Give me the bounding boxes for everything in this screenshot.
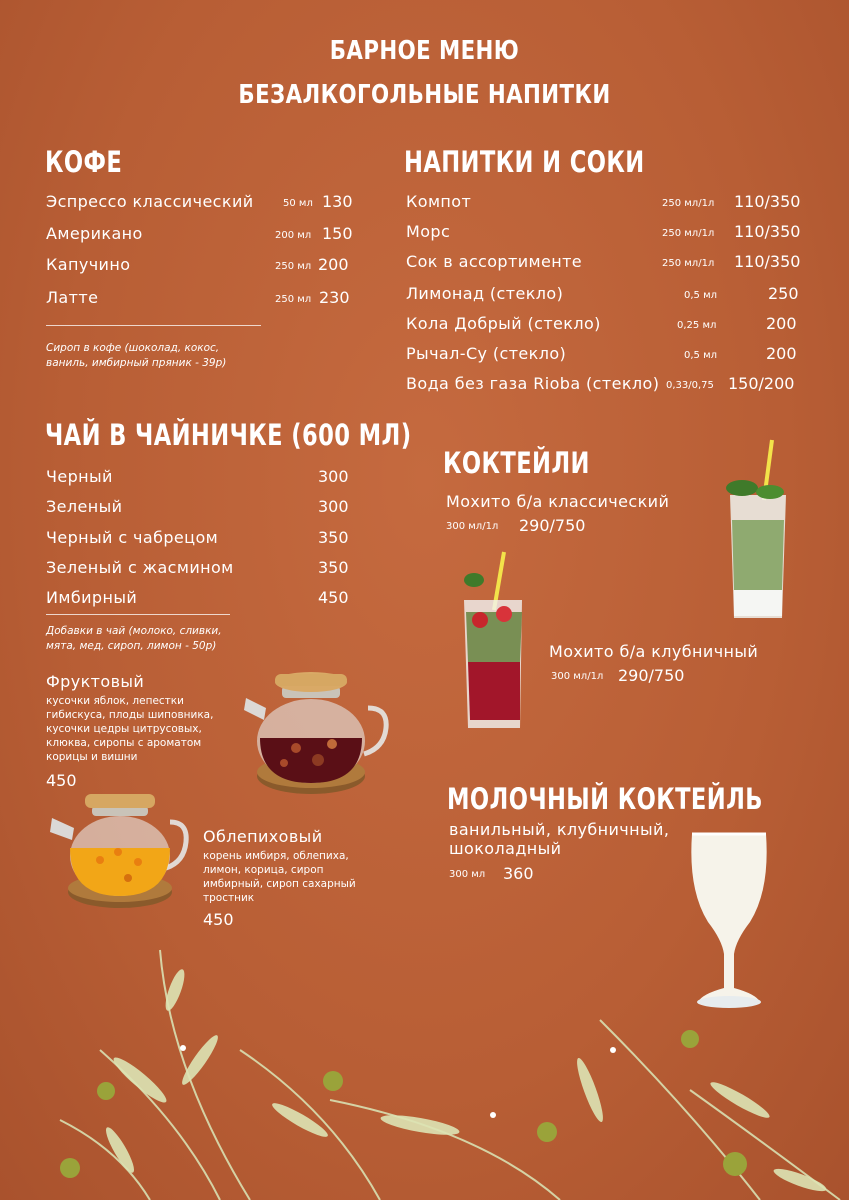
tea-item-price: 300	[318, 497, 349, 516]
tea-item-price: 300	[318, 467, 349, 486]
drinks-item-name: Компот	[406, 192, 472, 211]
drinks-item-price: 200	[766, 314, 797, 333]
drinks-item-volume: 250 мл/1л	[662, 228, 715, 239]
mojito-classic-price: 290/750	[519, 516, 586, 535]
buckthorn-tea-name: Облепиховый	[203, 827, 323, 846]
coffee-item-volume: 200 мл	[275, 230, 312, 241]
drinks-item-price: 110/350	[734, 222, 801, 241]
menu-title-line2: БЕЗАЛКОГОЛЬНЫЕ НАПИТКИ	[238, 80, 611, 110]
tea-item-price: 350	[318, 558, 349, 577]
drinks-item-volume: 0,5 мл	[684, 350, 718, 361]
drinks-item-volume: 0,5 мл	[684, 290, 718, 301]
drinks-item-name: Рычал-Су (стекло)	[406, 344, 567, 363]
mojito-classic-name: Мохито б/а классический	[446, 492, 670, 511]
milkshake-flavors-line1: ванильный, клубничный,	[449, 820, 670, 839]
drinks-item-price: 150/200	[728, 374, 795, 393]
mojito-classic-volume: 300 мл/1л	[446, 521, 499, 532]
drinks-item-volume: 0,33/0,75	[666, 380, 714, 391]
coffee-item-name: Капучино	[46, 255, 131, 274]
tea-item-price: 450	[318, 588, 349, 607]
coffee-item-volume: 50 мл	[283, 198, 313, 209]
drinks-item-volume: 0,25 мл	[677, 320, 717, 331]
tea-item-name: Черный с чабрецом	[46, 528, 219, 547]
coffee-item-price: 230	[319, 288, 350, 307]
tea-item-name: Черный	[46, 467, 113, 486]
buckthorn-teapot-image	[48, 790, 188, 920]
mojito-strawberry-image	[458, 552, 538, 732]
mojito-strawberry-volume: 300 мл/1л	[551, 671, 604, 682]
coffee-item-price: 150	[322, 224, 353, 243]
tea-divider	[46, 614, 230, 615]
coffee-syrup-note: Сироп в кофе (шоколад, кокос, ваниль, имбирный пряник - 39р)	[46, 342, 227, 369]
coffee-heading: КОФЕ	[45, 145, 123, 179]
mojito-strawberry-name: Мохито б/а клубничный	[549, 642, 759, 661]
drinks-heading: НАПИТКИ И СОКИ	[404, 145, 645, 179]
tea-item-price: 350	[318, 528, 349, 547]
coffee-item-price: 130	[322, 192, 353, 211]
coffee-item-name: Латте	[46, 288, 99, 307]
mojito-classic-image	[712, 440, 802, 625]
mojito-strawberry-price: 290/750	[618, 666, 685, 685]
tea-item-name: Имбирный	[46, 588, 138, 607]
drinks-item-volume: 250 мл/1л	[662, 258, 715, 269]
tea-item-name: Зеленый	[46, 497, 123, 516]
fruit-teapot-image	[236, 668, 396, 803]
tea-heading: ЧАЙ В ЧАЙНИЧКЕ (600 МЛ)	[45, 418, 412, 452]
tea-additions-note: Добавки в чай (молоко, сливки, мята, мед, сироп, лимон - 50р)	[46, 625, 222, 652]
fruit-tea-description: кусочки яблок, лепестки гибискуса, плоды шиповника, кусочки цедры цитрусовых, клюква, сиропы с ароматом корицы и вишни	[46, 695, 214, 763]
drinks-item-volume: 250 мл/1л	[662, 198, 715, 209]
milkshake-volume: 300 мл	[449, 869, 486, 880]
coffee-item-volume: 250 мл	[275, 294, 312, 305]
drinks-item-price: 110/350	[734, 252, 801, 271]
tea-item-name: Зеленый с жасмином	[46, 558, 234, 577]
fruit-tea-name: Фруктовый	[46, 672, 145, 691]
coffee-divider	[46, 325, 261, 326]
coffee-item-name: Эспрессо классический	[46, 192, 254, 211]
drinks-item-price: 250	[768, 284, 799, 303]
buckthorn-tea-price: 450	[203, 910, 234, 929]
drinks-item-name: Кола Добрый (стекло)	[406, 314, 601, 333]
buckthorn-tea-description: корень имбиря, облепиха, лимон, корица, сироп имбирный, сироп сахарный тростник	[203, 850, 356, 904]
milkshake-flavors-line2: шоколадный	[449, 839, 562, 858]
milkshake-heading: МОЛОЧНЫЙ КОКТЕЙЛЬ	[447, 782, 763, 816]
milkshake-price: 360	[503, 864, 534, 883]
drinks-item-name: Лимонад (стекло)	[406, 284, 564, 303]
drinks-item-name: Морс	[406, 222, 451, 241]
fruit-tea-price: 450	[46, 771, 77, 790]
coffee-item-price: 200	[318, 255, 349, 274]
drinks-item-price: 110/350	[734, 192, 801, 211]
menu-title-line1: БАРНОЕ МЕНЮ	[329, 36, 520, 66]
drinks-item-price: 200	[766, 344, 797, 363]
drinks-item-name: Вода без газа Rioba (стекло)	[406, 374, 660, 393]
coffee-item-name: Американо	[46, 224, 143, 243]
coffee-item-volume: 250 мл	[275, 261, 312, 272]
drinks-item-name: Сок в ассортименте	[406, 252, 583, 271]
cocktails-heading: КОКТЕЙЛИ	[443, 446, 590, 480]
olive-branch-decoration	[0, 950, 849, 1200]
